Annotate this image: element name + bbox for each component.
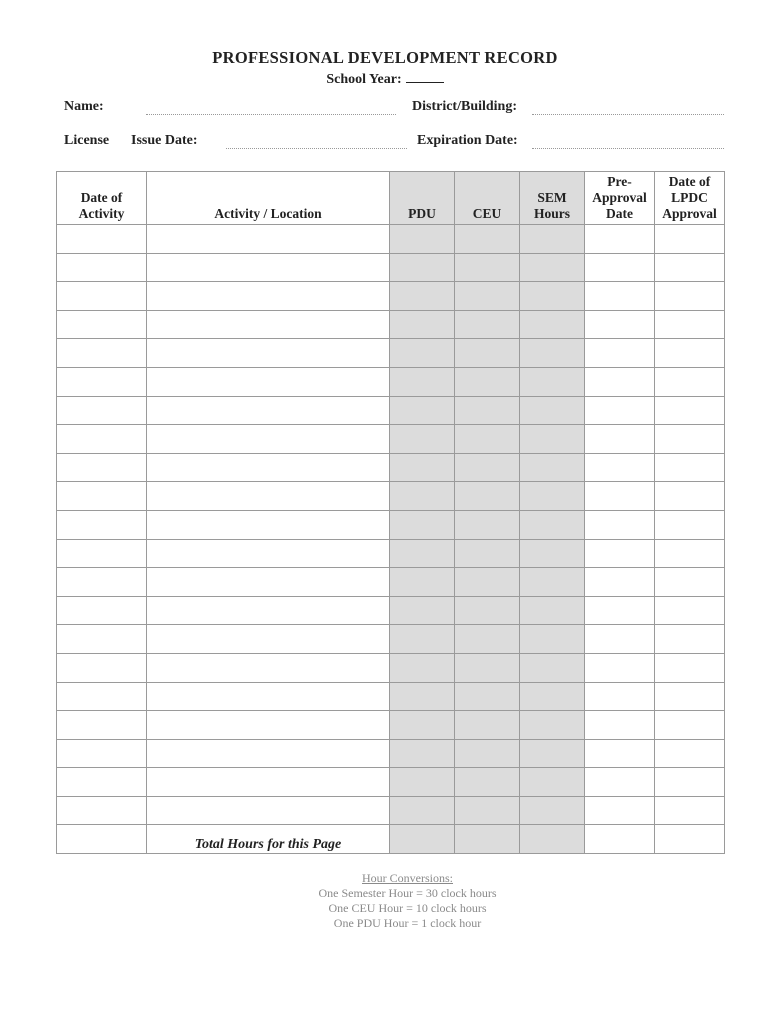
table-row [57, 739, 725, 768]
pre-approval-cell[interactable] [585, 282, 655, 311]
pre-approval-cell[interactable] [585, 739, 655, 768]
pdu-cell[interactable] [390, 768, 455, 797]
pdu-cell[interactable] [390, 596, 455, 625]
lpdc-approval-cell[interactable] [655, 739, 725, 768]
table-row [57, 253, 725, 282]
pre-approval-cell[interactable] [585, 367, 655, 396]
ceu-cell[interactable] [455, 253, 520, 282]
total-hours-label: Total Hours for this Page [147, 825, 390, 854]
sem-hours-cell[interactable] [520, 367, 585, 396]
ceu-cell[interactable] [455, 510, 520, 539]
pdu-cell[interactable] [390, 253, 455, 282]
sem-hours-cell[interactable] [520, 568, 585, 597]
total-lpdc-cell [655, 825, 725, 854]
pre-approval-cell[interactable] [585, 539, 655, 568]
ceu-cell[interactable] [455, 796, 520, 825]
form-title: PROFESSIONAL DEVELOPMENT RECORD [212, 48, 558, 67]
pre-approval-cell[interactable] [585, 711, 655, 740]
pre-approval-cell[interactable] [585, 482, 655, 511]
ceu-cell[interactable] [455, 768, 520, 797]
conversion-line: One Semester Hour = 30 clock hours [318, 886, 497, 900]
pre-approval-cell[interactable] [585, 425, 655, 454]
col-pdu: PDU [390, 172, 455, 225]
date-cell[interactable] [57, 453, 147, 482]
ceu-cell[interactable] [455, 282, 520, 311]
issue-date-field[interactable] [226, 148, 407, 149]
pdu-cell[interactable] [390, 682, 455, 711]
pdu-cell[interactable] [390, 625, 455, 654]
lpdc-approval-cell[interactable] [655, 711, 725, 740]
total-pre-approval-cell [585, 825, 655, 854]
lpdc-approval-cell[interactable] [655, 225, 725, 254]
table-row [57, 453, 725, 482]
date-cell[interactable] [57, 539, 147, 568]
pdu-cell[interactable] [390, 711, 455, 740]
conversions-heading: Hour Conversions: [362, 871, 453, 885]
table-row [57, 367, 725, 396]
ceu-cell[interactable] [455, 568, 520, 597]
activity-cell[interactable] [147, 482, 390, 511]
sem-hours-cell[interactable] [520, 339, 585, 368]
sem-hours-cell[interactable] [520, 225, 585, 254]
table-row [57, 682, 725, 711]
lpdc-approval-cell[interactable] [655, 510, 725, 539]
district-field[interactable] [532, 114, 724, 115]
lpdc-approval-cell[interactable] [655, 768, 725, 797]
table-row [57, 339, 725, 368]
activity-cell[interactable] [147, 653, 390, 682]
table-row [57, 482, 725, 511]
date-cell[interactable] [57, 510, 147, 539]
date-cell[interactable] [57, 310, 147, 339]
activity-cell[interactable] [147, 768, 390, 797]
activity-cell[interactable] [147, 711, 390, 740]
ceu-cell[interactable] [455, 453, 520, 482]
col-sem-hours: SEM Hours [520, 172, 585, 225]
lpdc-approval-cell[interactable] [655, 396, 725, 425]
pre-approval-cell[interactable] [585, 625, 655, 654]
lpdc-approval-cell[interactable] [655, 453, 725, 482]
date-cell[interactable] [57, 596, 147, 625]
lpdc-approval-cell[interactable] [655, 425, 725, 454]
date-cell[interactable] [57, 739, 147, 768]
pdu-cell[interactable] [390, 396, 455, 425]
ceu-cell[interactable] [455, 682, 520, 711]
pre-approval-cell[interactable] [585, 653, 655, 682]
sem-hours-cell[interactable] [520, 482, 585, 511]
ceu-cell[interactable] [455, 425, 520, 454]
activity-cell[interactable] [147, 367, 390, 396]
lpdc-approval-cell[interactable] [655, 682, 725, 711]
pre-approval-cell[interactable] [585, 396, 655, 425]
sem-hours-cell[interactable] [520, 253, 585, 282]
sem-hours-cell[interactable] [520, 711, 585, 740]
table-row [57, 225, 725, 254]
activity-cell[interactable] [147, 568, 390, 597]
table-row [57, 510, 725, 539]
activity-cell[interactable] [147, 253, 390, 282]
activity-cell[interactable] [147, 539, 390, 568]
ceu-cell[interactable] [455, 653, 520, 682]
sem-hours-cell[interactable] [520, 768, 585, 797]
name-field[interactable] [146, 114, 396, 115]
table-row [57, 568, 725, 597]
total-sem-cell[interactable] [520, 825, 585, 854]
conversion-line: One PDU Hour = 1 clock hour [333, 916, 482, 930]
date-cell[interactable] [57, 796, 147, 825]
pre-approval-cell[interactable] [585, 768, 655, 797]
ceu-cell[interactable] [455, 711, 520, 740]
date-cell[interactable] [57, 225, 147, 254]
pre-approval-cell[interactable] [585, 310, 655, 339]
pdu-cell[interactable] [390, 739, 455, 768]
date-cell[interactable] [57, 339, 147, 368]
school-year-label: School Year: [326, 72, 402, 87]
activity-cell[interactable] [147, 596, 390, 625]
sem-hours-cell[interactable] [520, 282, 585, 311]
conversion-line: One CEU Hour = 10 clock hours [328, 901, 487, 915]
table-row [57, 396, 725, 425]
total-pdu-cell[interactable] [390, 825, 455, 854]
ceu-cell[interactable] [455, 310, 520, 339]
date-cell[interactable] [57, 482, 147, 511]
hour-conversions [0, 871, 770, 931]
ceu-cell[interactable] [455, 539, 520, 568]
lpdc-approval-cell[interactable] [655, 568, 725, 597]
pre-approval-cell[interactable] [585, 510, 655, 539]
pre-approval-cell[interactable] [585, 796, 655, 825]
activity-cell[interactable] [147, 739, 390, 768]
date-cell[interactable] [57, 367, 147, 396]
pre-approval-cell[interactable] [585, 453, 655, 482]
record-table [56, 171, 725, 854]
date-cell[interactable] [57, 711, 147, 740]
pre-approval-cell[interactable] [585, 339, 655, 368]
table-row [57, 539, 725, 568]
ceu-cell[interactable] [455, 396, 520, 425]
ceu-cell[interactable] [455, 625, 520, 654]
table-row [57, 282, 725, 311]
ceu-cell[interactable] [455, 482, 520, 511]
district-label: District/Building: [412, 99, 518, 114]
date-cell[interactable] [57, 282, 147, 311]
table-row [57, 711, 725, 740]
lpdc-approval-cell[interactable] [655, 796, 725, 825]
ceu-cell[interactable] [455, 225, 520, 254]
date-cell[interactable] [57, 253, 147, 282]
activity-cell[interactable] [147, 453, 390, 482]
pre-approval-cell[interactable] [585, 568, 655, 597]
activity-cell[interactable] [147, 225, 390, 254]
table-row [57, 768, 725, 797]
pre-approval-cell[interactable] [585, 682, 655, 711]
pdu-cell[interactable] [390, 539, 455, 568]
date-cell[interactable] [57, 425, 147, 454]
sem-hours-cell[interactable] [520, 510, 585, 539]
school-year-field[interactable] [406, 69, 444, 83]
sem-hours-cell[interactable] [520, 739, 585, 768]
lpdc-approval-cell[interactable] [655, 625, 725, 654]
total-ceu-cell[interactable] [455, 825, 520, 854]
pdu-cell[interactable] [390, 225, 455, 254]
total-blank-cell [57, 825, 147, 854]
lpdc-approval-cell[interactable] [655, 482, 725, 511]
sem-hours-cell[interactable] [520, 596, 585, 625]
issue-date-label: Issue Date: [131, 133, 198, 148]
license-label: License [64, 133, 110, 148]
ceu-cell[interactable] [455, 339, 520, 368]
col-lpdc-approval-date: Date of LPDC Approval [655, 172, 725, 225]
sem-hours-cell[interactable] [520, 453, 585, 482]
sem-hours-cell[interactable] [520, 682, 585, 711]
pre-approval-cell[interactable] [585, 596, 655, 625]
activity-cell[interactable] [147, 796, 390, 825]
sem-hours-cell[interactable] [520, 310, 585, 339]
pdu-cell[interactable] [390, 796, 455, 825]
sem-hours-cell[interactable] [520, 653, 585, 682]
col-date-of-activity: Date of Activity [57, 172, 147, 225]
pdu-cell[interactable] [390, 653, 455, 682]
table-row [57, 796, 725, 825]
date-cell[interactable] [57, 625, 147, 654]
activity-cell[interactable] [147, 310, 390, 339]
lpdc-approval-cell[interactable] [655, 653, 725, 682]
date-cell[interactable] [57, 568, 147, 597]
activity-cell[interactable] [147, 339, 390, 368]
pdu-cell[interactable] [390, 367, 455, 396]
ceu-cell[interactable] [455, 367, 520, 396]
lpdc-approval-cell[interactable] [655, 367, 725, 396]
table-row [57, 596, 725, 625]
pdu-cell[interactable] [390, 339, 455, 368]
date-cell[interactable] [57, 682, 147, 711]
col-activity-location: Activity / Location [147, 172, 390, 225]
lpdc-approval-cell[interactable] [655, 253, 725, 282]
sem-hours-cell[interactable] [520, 625, 585, 654]
pre-approval-cell[interactable] [585, 225, 655, 254]
sem-hours-cell[interactable] [520, 425, 585, 454]
table-row [57, 310, 725, 339]
lpdc-approval-cell[interactable] [655, 539, 725, 568]
activity-cell[interactable] [147, 510, 390, 539]
name-label: Name: [64, 99, 104, 114]
lpdc-approval-cell[interactable] [655, 310, 725, 339]
sem-hours-cell[interactable] [520, 796, 585, 825]
date-cell[interactable] [57, 768, 147, 797]
date-cell[interactable] [57, 396, 147, 425]
pdu-cell[interactable] [390, 510, 455, 539]
pre-approval-cell[interactable] [585, 253, 655, 282]
pdu-cell[interactable] [390, 453, 455, 482]
pdu-cell[interactable] [390, 568, 455, 597]
table-row [57, 625, 725, 654]
activity-cell[interactable] [147, 625, 390, 654]
sem-hours-cell[interactable] [520, 539, 585, 568]
school-year [0, 69, 770, 88]
activity-cell[interactable] [147, 396, 390, 425]
pdu-cell[interactable] [390, 482, 455, 511]
pdu-cell[interactable] [390, 425, 455, 454]
sem-hours-cell[interactable] [520, 396, 585, 425]
table-row [57, 425, 725, 454]
activity-cell[interactable] [147, 282, 390, 311]
activity-cell[interactable] [147, 682, 390, 711]
pdu-cell[interactable] [390, 310, 455, 339]
date-cell[interactable] [57, 653, 147, 682]
col-pre-approval-date: Pre- Approval Date [585, 172, 655, 225]
expiration-field[interactable] [532, 148, 724, 149]
ceu-cell[interactable] [455, 596, 520, 625]
activity-cell[interactable] [147, 425, 390, 454]
lpdc-approval-cell[interactable] [655, 339, 725, 368]
col-ceu: CEU [455, 172, 520, 225]
ceu-cell[interactable] [455, 739, 520, 768]
pdu-cell[interactable] [390, 282, 455, 311]
lpdc-approval-cell[interactable] [655, 596, 725, 625]
expiration-label: Expiration Date: [417, 133, 518, 148]
lpdc-approval-cell[interactable] [655, 282, 725, 311]
table-row [57, 653, 725, 682]
